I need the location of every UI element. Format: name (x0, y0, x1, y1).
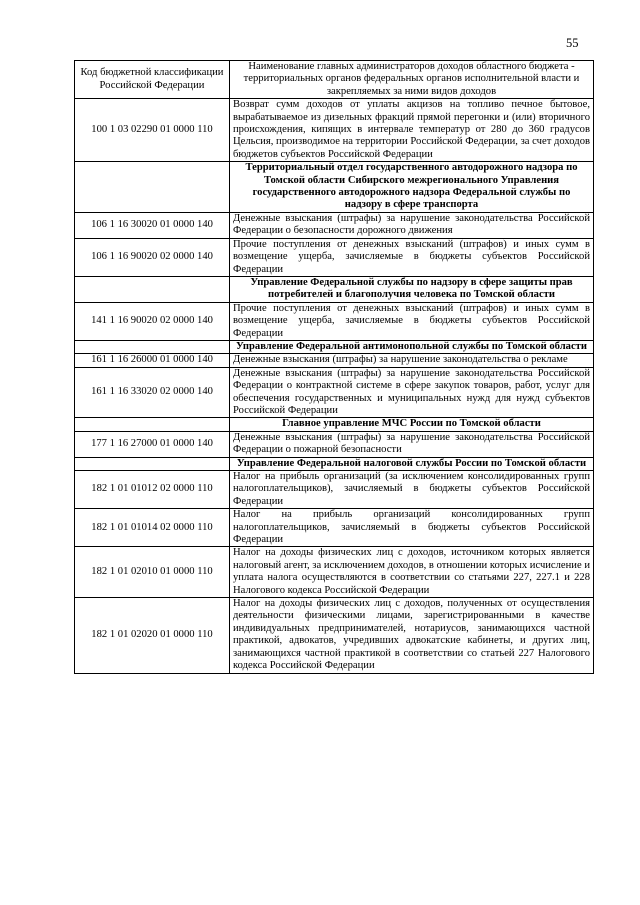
budget-code-cell (75, 162, 230, 213)
budget-code-cell: 182 1 01 01014 02 0000 110 (75, 509, 230, 547)
column-header-name: Наименование главных администраторов доходов областного бюджета - территориальных органов федеральных органов исполнительной власти и закрепляемых за ними видов доходов (230, 61, 594, 99)
budget-code-cell (75, 457, 230, 470)
section-heading-row (75, 418, 594, 431)
table-row (75, 509, 594, 547)
budget-code-cell: 106 1 16 30020 01 0000 140 (75, 212, 230, 238)
budget-code-cell: 161 1 16 33020 02 0000 140 (75, 367, 230, 418)
section-heading-row (75, 162, 594, 213)
budget-code-cell: 100 1 03 02290 01 0000 110 (75, 99, 230, 162)
revenue-description-cell: Возврат сумм доходов от уплаты акцизов на топливо печное бытовое, вырабатываемое из дизельных фракций прямой перегонки и (или) вторичного происхождения, кипящих в интервале температур от 280 до 360 градусов Цельсия, производимое на территории Российской Федерации, за счет доходов бюджетов субъектов Российской Федерации (230, 99, 594, 162)
administrator-name-cell: Территориальный отдел государственного автодорожного надзора по Томской области Сибирского межрегионального Управления государственного автодорожного надзора Федеральной службы по надзору в сфере транспорта (230, 162, 594, 213)
table-row (75, 238, 594, 276)
budget-code-cell: 182 1 01 02010 01 0000 110 (75, 547, 230, 598)
column-header-code: Код бюджетной классификации Российской Федерации (75, 61, 230, 99)
revenue-description-cell: Налог на прибыль организаций консолидированных групп налогоплательщиков, зачисляемый в бюджеты субъектов Российской Федерации (230, 509, 594, 547)
section-heading-row (75, 276, 594, 302)
revenue-table (74, 60, 594, 674)
budget-code-cell (75, 340, 230, 353)
section-heading-row (75, 457, 594, 470)
revenue-description-cell: Налог на прибыль организаций (за исключением консолидированных групп налогоплательщиков), зачисляемый в бюджеты субъектов Российской Федерации (230, 471, 594, 509)
administrator-name-cell: Управление Федеральной антимонопольной службы по Томской области (230, 340, 594, 353)
budget-code-cell: 141 1 16 90020 02 0000 140 (75, 302, 230, 340)
table-body (75, 99, 594, 673)
page-number: 55 (566, 36, 579, 50)
budget-code-cell (75, 418, 230, 431)
table-row (75, 547, 594, 598)
administrator-name-cell: Управление Федеральной службы по надзору в сфере защиты прав потребителей и благополучия человека по Томской области (230, 276, 594, 302)
budget-code-cell: 106 1 16 90020 02 0000 140 (75, 238, 230, 276)
table-row (75, 471, 594, 509)
table-row (75, 431, 594, 457)
table-row (75, 598, 594, 673)
budget-code-cell: 177 1 16 27000 01 0000 140 (75, 431, 230, 457)
administrator-name-cell: Управление Федеральной налоговой службы России по Томской области (230, 457, 594, 470)
revenue-description-cell: Денежные взыскания (штрафы) за нарушение законодательства Российской Федерации о безопасности дорожного движения (230, 212, 594, 238)
revenue-description-cell: Денежные взыскания (штрафы) за нарушение законодательства Российской Федерации о пожарной безопасности (230, 431, 594, 457)
budget-code-cell: 161 1 16 26000 01 0000 140 (75, 354, 230, 367)
table-row (75, 354, 594, 367)
budget-code-cell: 182 1 01 01012 02 0000 110 (75, 471, 230, 509)
table-row (75, 302, 594, 340)
budget-code-cell (75, 276, 230, 302)
revenue-description-cell: Налог на доходы физических лиц с доходов, источником которых является налоговый агент, за исключением доходов, в отношении которых исчисление и уплата налога осуществляются в соответствии со статьями 227, 227.1 и 228 Налогового кодекса Российской Федерации (230, 547, 594, 598)
revenue-description-cell: Денежные взыскания (штрафы) за нарушение законодательства о рекламе (230, 354, 594, 367)
revenue-description-cell: Налог на доходы физических лиц с доходов, полученных от осуществления деятельности физическими лицами, зарегистрированными в качестве индивидуальных предпринимателей, нотариусов, занимающихся частной практикой, адвокатов, учредивших адвокатские кабинеты, и других лиц, занимающихся частной практикой в соответствии со статьей 227 Налогового кодекса Российской Федерации (230, 598, 594, 673)
table-row (75, 367, 594, 418)
table-row (75, 99, 594, 162)
revenue-description-cell: Прочие поступления от денежных взысканий (штрафов) и иных сумм в возмещение ущерба, зачисляемые в бюджеты субъектов Российской Федерации (230, 238, 594, 276)
budget-code-cell: 182 1 01 02020 01 0000 110 (75, 598, 230, 673)
section-heading-row (75, 340, 594, 353)
table-row (75, 212, 594, 238)
administrator-name-cell: Главное управление МЧС России по Томской области (230, 418, 594, 431)
revenue-description-cell: Денежные взыскания (штрафы) за нарушение законодательства Российской Федерации о контрактной системе в сфере закупок товаров, работ, услуг для обеспечения государственных и муниципальных нужд для нужд субъектов Российской Федерации (230, 367, 594, 418)
table-header-row (75, 61, 594, 99)
revenue-description-cell: Прочие поступления от денежных взысканий (штрафов) и иных сумм в возмещение ущерба, зачисляемые в бюджеты субъектов Российской Федерации (230, 302, 594, 340)
